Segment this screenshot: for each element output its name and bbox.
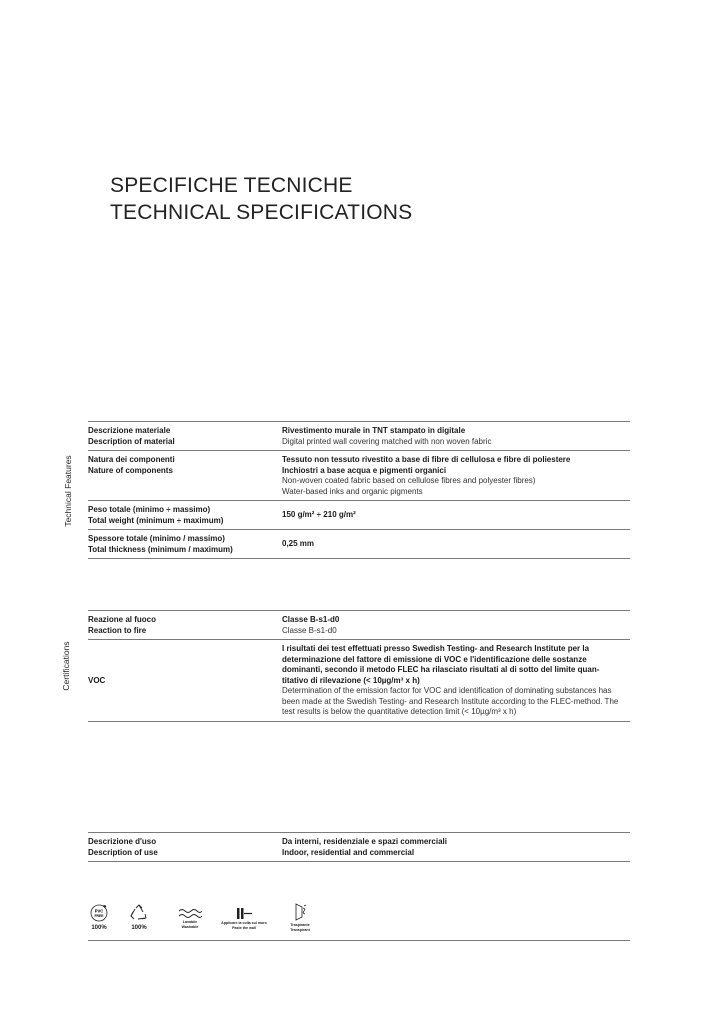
value-en: Digital printed wall covering matched with non woven fabric — [282, 436, 492, 446]
value-en: Determination of the emission factor for VOC and identification of dominating substances has been made at the Swedish Testing- and Research Institute according to the FLEC-method. The test results is below the quantitative detection limit (< 10µg/m³ x h) — [282, 686, 619, 716]
table-row-thickness — [88, 530, 630, 559]
title-english: TECHNICAL SPECIFICATIONS — [110, 201, 413, 224]
value-it: I risultati dei test effettuati presso Swedish Testing- and Research Institute per la determinazione del fattore di emissione di VOC e l'identificazione delle sostanze dominanti, secondo il metodo FLEC ha rilasciato risultati al di sotto del limite quan-titativo di rilevazione (< 10µg/m³ x h) — [282, 644, 600, 685]
breathable-label-it: Traspirante — [290, 923, 310, 927]
breathable-label-en: Transpirant — [290, 928, 310, 933]
voc-label: VOC — [88, 675, 106, 685]
recycle-icon — [129, 903, 149, 923]
table-row-components — [88, 451, 630, 501]
paste-wall-label-en: Paste the wall — [232, 926, 256, 931]
certifications-table — [88, 610, 630, 722]
breathable-icon — [291, 902, 309, 922]
table-row-voc — [88, 640, 630, 722]
label-en: Nature of components — [88, 465, 173, 475]
waves-icon — [178, 908, 202, 919]
thickness-value: 0,25 mm — [282, 539, 315, 549]
table-row-material — [88, 422, 630, 451]
value-en-1: Non-woven coated fabric based on cellulose fibres and polyester fibres) — [282, 476, 536, 485]
washable-label-en: Washable — [181, 925, 199, 930]
pvc-free-icon — [90, 903, 108, 923]
pvc-badge-line2: FREE — [94, 914, 104, 918]
breathable-badge — [286, 902, 314, 932]
washable-badge — [176, 908, 204, 929]
label-it: Peso totale (minimo ÷ massimo) — [88, 505, 211, 514]
label-en: Total weight (minimum ÷ maximum) — [88, 515, 224, 525]
recyclable-value: 100% — [131, 925, 147, 931]
label-en: Description of use — [88, 847, 158, 857]
paste-wall-icon — [234, 906, 254, 920]
label-en: Description of material — [88, 436, 175, 446]
label-it: Reazione al fuoco — [88, 615, 157, 624]
page-title — [110, 172, 412, 226]
label-en: Total thickness (minimum / maximum) — [88, 544, 233, 554]
pvc-free-badge — [88, 903, 110, 931]
technical-features-side-label: Technical Features — [63, 455, 73, 527]
label-it: Descrizione d'uso — [88, 837, 157, 846]
technical-features-table — [88, 421, 630, 559]
value-en: Classe B-s1-d0 — [282, 625, 337, 635]
value-it: Da interni, residenziale e spazi commerciali — [282, 837, 447, 846]
title-italian: SPECIFICHE TECNICHE — [110, 174, 353, 197]
pvc-free-value: 100% — [91, 925, 107, 931]
washable-label-it: Lavabile — [182, 920, 198, 924]
value-it: Rivestimento murale in TNT stampato in digitale — [282, 426, 466, 435]
certifications-side-label: Certifications — [61, 641, 71, 691]
value-en: Indoor, residential and commercial — [282, 847, 415, 857]
paste-wall-label-it: Applicare la colla sul muro — [221, 921, 267, 925]
value-it-2: Inchiostri a base acqua e pigmenti organici — [282, 465, 447, 475]
label-en: Reaction to fire — [88, 625, 147, 635]
product-icons-row — [88, 900, 630, 941]
table-row-fire-reaction — [88, 611, 630, 640]
recyclable-badge — [128, 903, 150, 931]
value-en-2: Water-based inks and organic pigments — [282, 486, 423, 496]
pvc-badge-line1: PVC — [94, 908, 104, 914]
usage-table — [88, 832, 630, 862]
label-it: Natura dei componenti — [88, 455, 175, 464]
value-it: Classe B-s1-d0 — [282, 615, 340, 624]
weight-value: 150 g/m² ÷ 210 g/m² — [282, 510, 356, 520]
table-row-usage — [88, 833, 630, 862]
paste-wall-badge — [216, 906, 272, 930]
label-it: Spessore totale (minimo / massimo) — [88, 534, 225, 543]
value-it-1: Tessuto non tessuto rivestito a base di fibre di cellulosa e fibre di poliestere — [282, 455, 571, 464]
label-it: Descrizione materiale — [88, 426, 171, 435]
table-row-weight — [88, 501, 630, 530]
